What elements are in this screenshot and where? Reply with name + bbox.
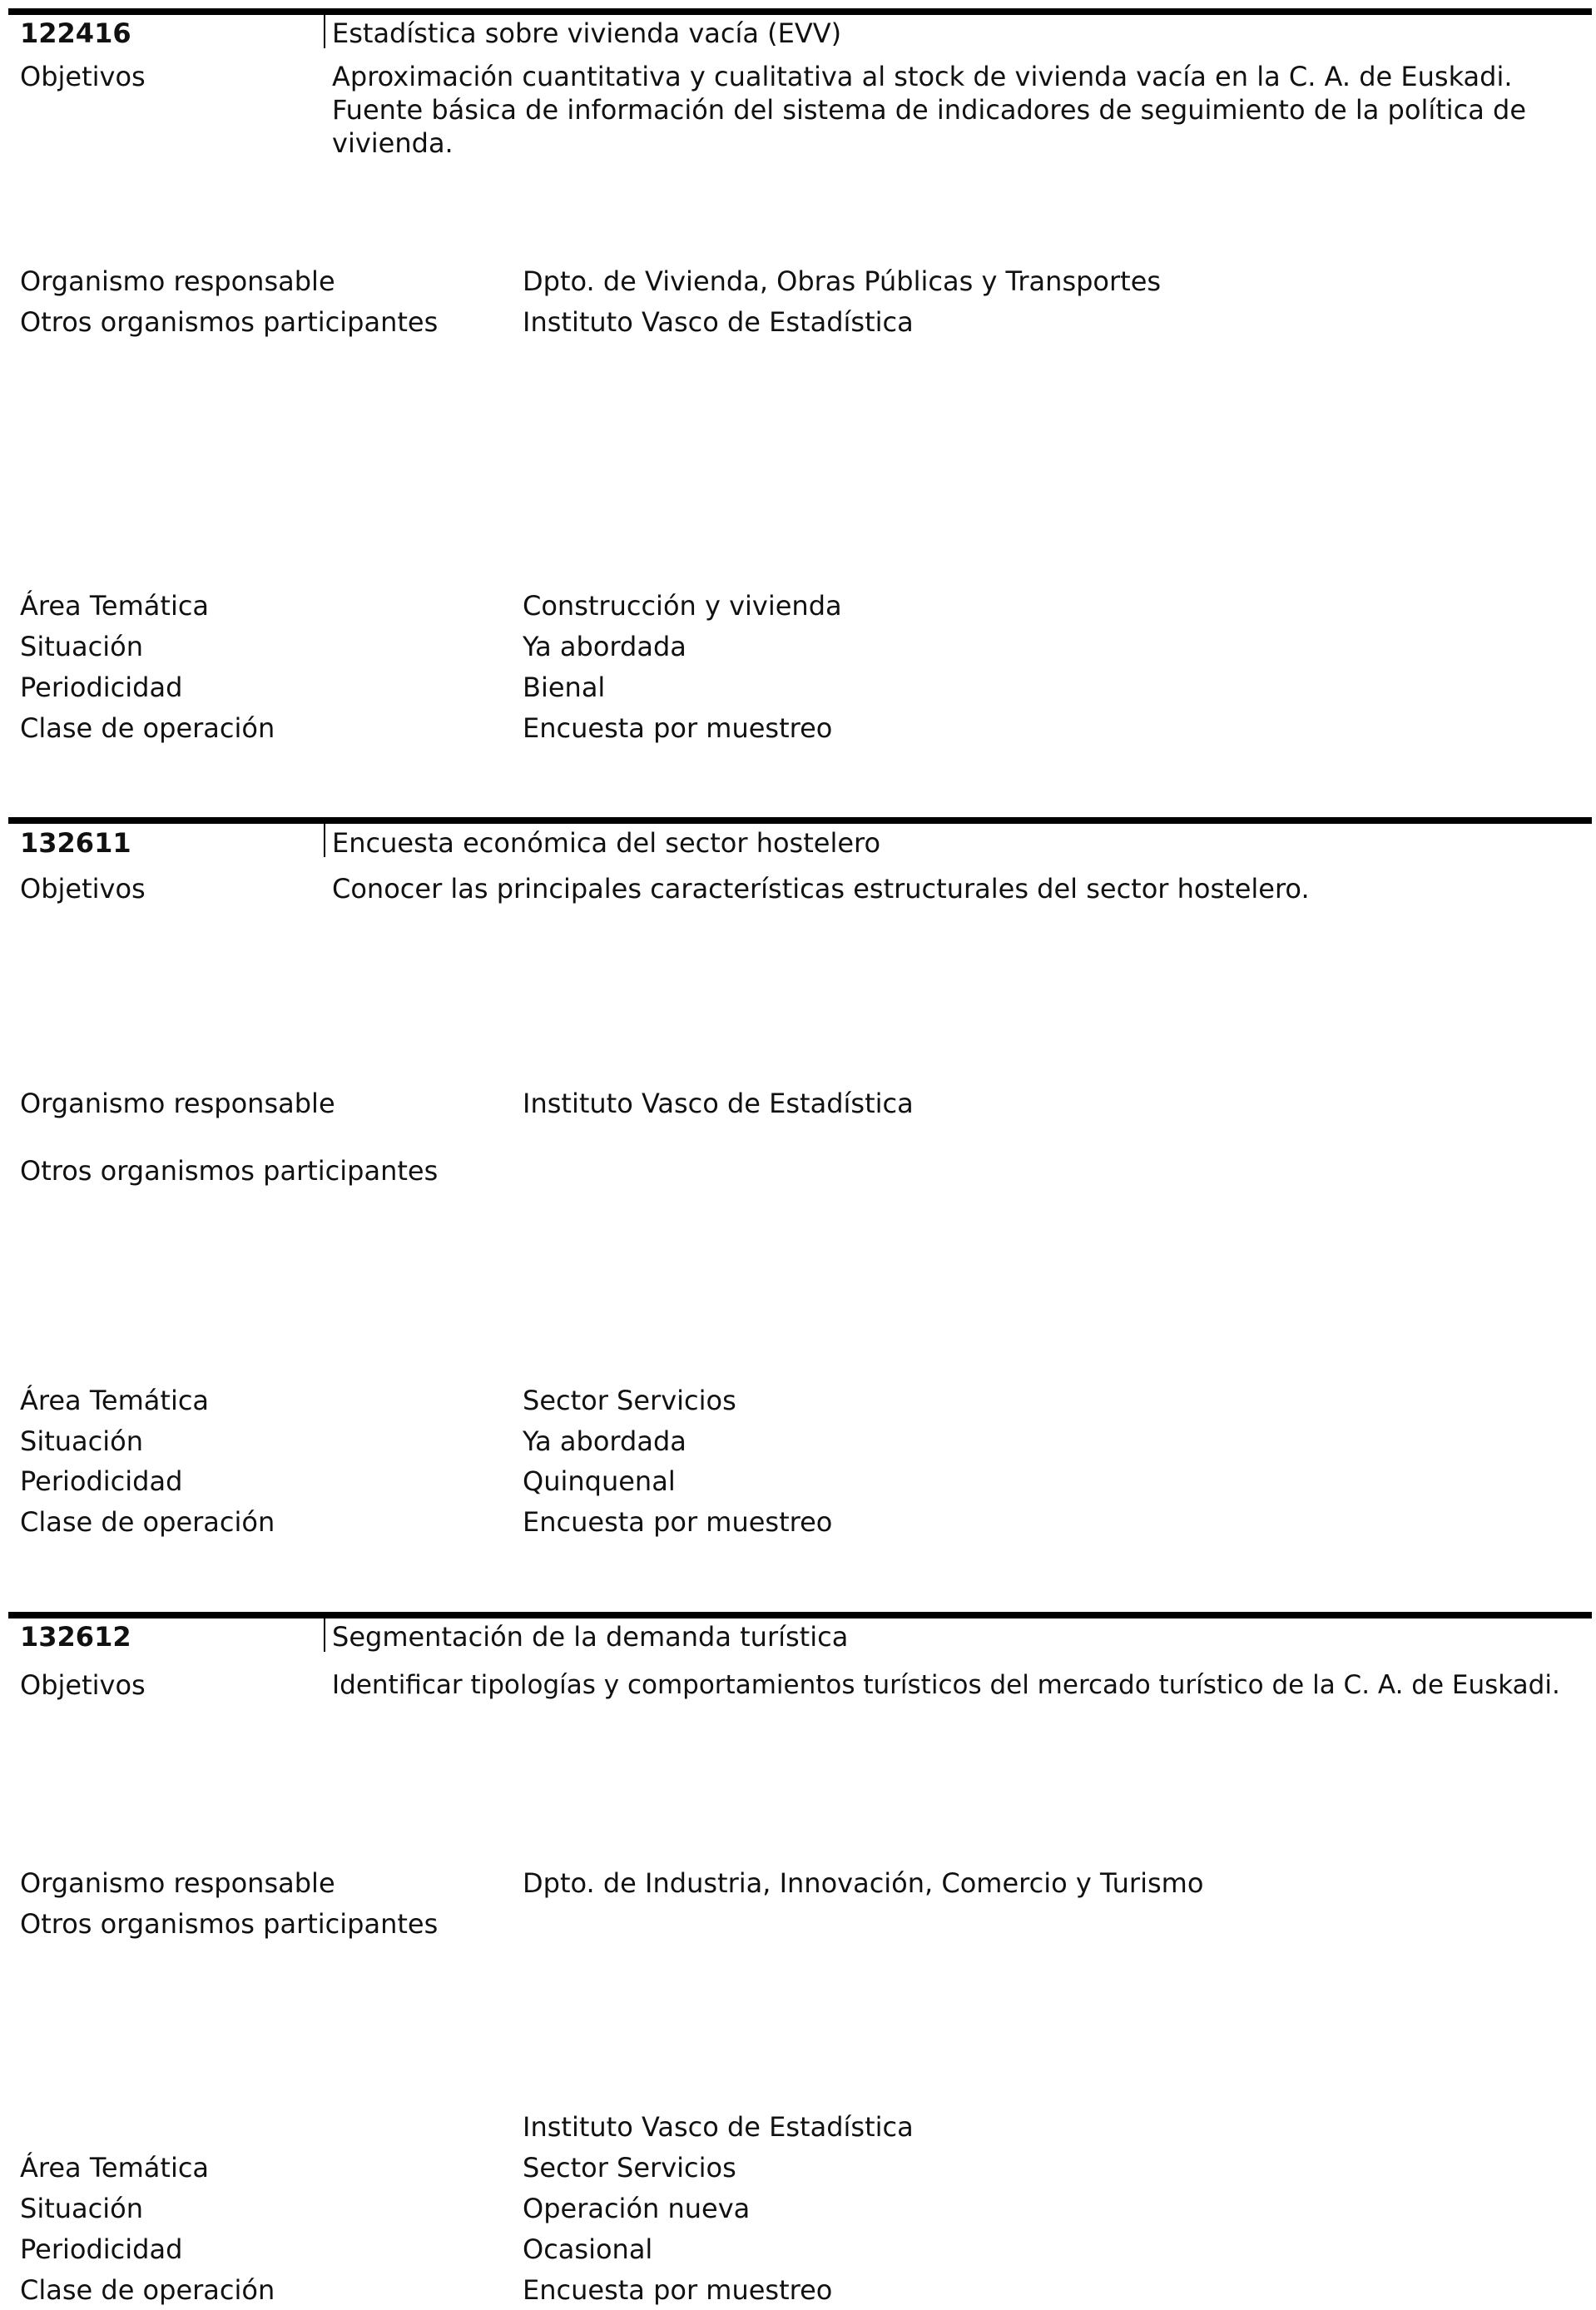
operation-title: Segmentación de la demanda turística	[332, 1621, 849, 1653]
record-divider	[8, 817, 1592, 824]
area-tematica-value: Sector Servicios	[523, 1385, 736, 1416]
record-divider	[8, 1612, 1592, 1618]
periodicidad-label: Periodicidad	[20, 1465, 183, 1497]
column-divider	[324, 824, 325, 857]
otros-organismos-value: Instituto Vasco de Estadística	[523, 2111, 914, 2143]
area-tematica-value: Sector Servicios	[523, 2152, 736, 2184]
periodicidad-value: Ocasional	[523, 2233, 653, 2265]
organismo-value: Dpto. de Industria, Innovación, Comercio y Turismo	[523, 1867, 1204, 1899]
clase-operacion-value: Encuesta por muestreo	[523, 2274, 833, 2306]
otros-organismos-label: Otros organismos participantes	[20, 1155, 439, 1187]
organismo-label: Organismo responsable	[20, 1088, 335, 1119]
clase-operacion-label: Clase de operación	[20, 1506, 275, 1538]
periodicidad-value: Quinquenal	[523, 1465, 676, 1497]
periodicidad-label: Periodicidad	[20, 672, 183, 703]
organismo-value: Instituto Vasco de Estadística	[523, 1088, 914, 1119]
operation-code: 132611	[20, 827, 131, 859]
clase-operacion-label: Clase de operación	[20, 2274, 275, 2306]
objetivos-line: Aproximación cuantitativa y cualitativa al stock de vivienda vacía en la C. A. de Euskadi.	[332, 61, 1513, 92]
record-divider	[8, 8, 1592, 15]
situacion-label: Situación	[20, 2193, 143, 2224]
column-divider	[324, 1618, 325, 1652]
operation-code: 132612	[20, 1621, 131, 1653]
situacion-value: Operación nueva	[523, 2193, 751, 2224]
objetivos-label: Objetivos	[20, 1669, 146, 1701]
organismo-label: Organismo responsable	[20, 265, 335, 297]
otros-organismos-label: Otros organismos participantes	[20, 1908, 439, 1940]
situacion-label: Situación	[20, 1425, 143, 1457]
objetivos-line: vivienda.	[332, 127, 454, 159]
objetivos-line: Conocer las principales características estructurales del sector hostelero.	[332, 873, 1310, 905]
situacion-value: Ya abordada	[523, 631, 686, 662]
area-tematica-label: Área Temática	[20, 1385, 210, 1416]
operation-title: Encuesta económica del sector hostelero	[332, 827, 881, 859]
objetivos-label: Objetivos	[20, 61, 146, 92]
operation-code: 122416	[20, 17, 131, 49]
clase-operacion-value: Encuesta por muestreo	[523, 712, 833, 744]
periodicidad-value: Bienal	[523, 672, 606, 703]
area-tematica-label: Área Temática	[20, 2152, 210, 2184]
objetivos-line: Identificar tipologías y comportamientos turísticos del mercado turístico de la C. A. de Euskadi.	[332, 1670, 1560, 1700]
otros-organismos-value: Instituto Vasco de Estadística	[523, 306, 914, 338]
operation-title: Estadística sobre vivienda vacía (EVV)	[332, 17, 842, 49]
column-divider	[324, 15, 325, 48]
clase-operacion-label: Clase de operación	[20, 712, 275, 744]
area-tematica-value: Construcción y vivienda	[523, 590, 842, 622]
otros-organismos-label: Otros organismos participantes	[20, 306, 439, 338]
clase-operacion-value: Encuesta por muestreo	[523, 1506, 833, 1538]
organismo-label: Organismo responsable	[20, 1867, 335, 1899]
periodicidad-label: Periodicidad	[20, 2233, 183, 2265]
situacion-value: Ya abordada	[523, 1425, 686, 1457]
organismo-value: Dpto. de Vivienda, Obras Públicas y Transportes	[523, 265, 1162, 297]
objetivos-line: Fuente básica de información del sistema de indicadores de seguimiento de la política de	[332, 94, 1527, 126]
objetivos-label: Objetivos	[20, 873, 146, 905]
area-tematica-label: Área Temática	[20, 590, 210, 622]
situacion-label: Situación	[20, 631, 143, 662]
